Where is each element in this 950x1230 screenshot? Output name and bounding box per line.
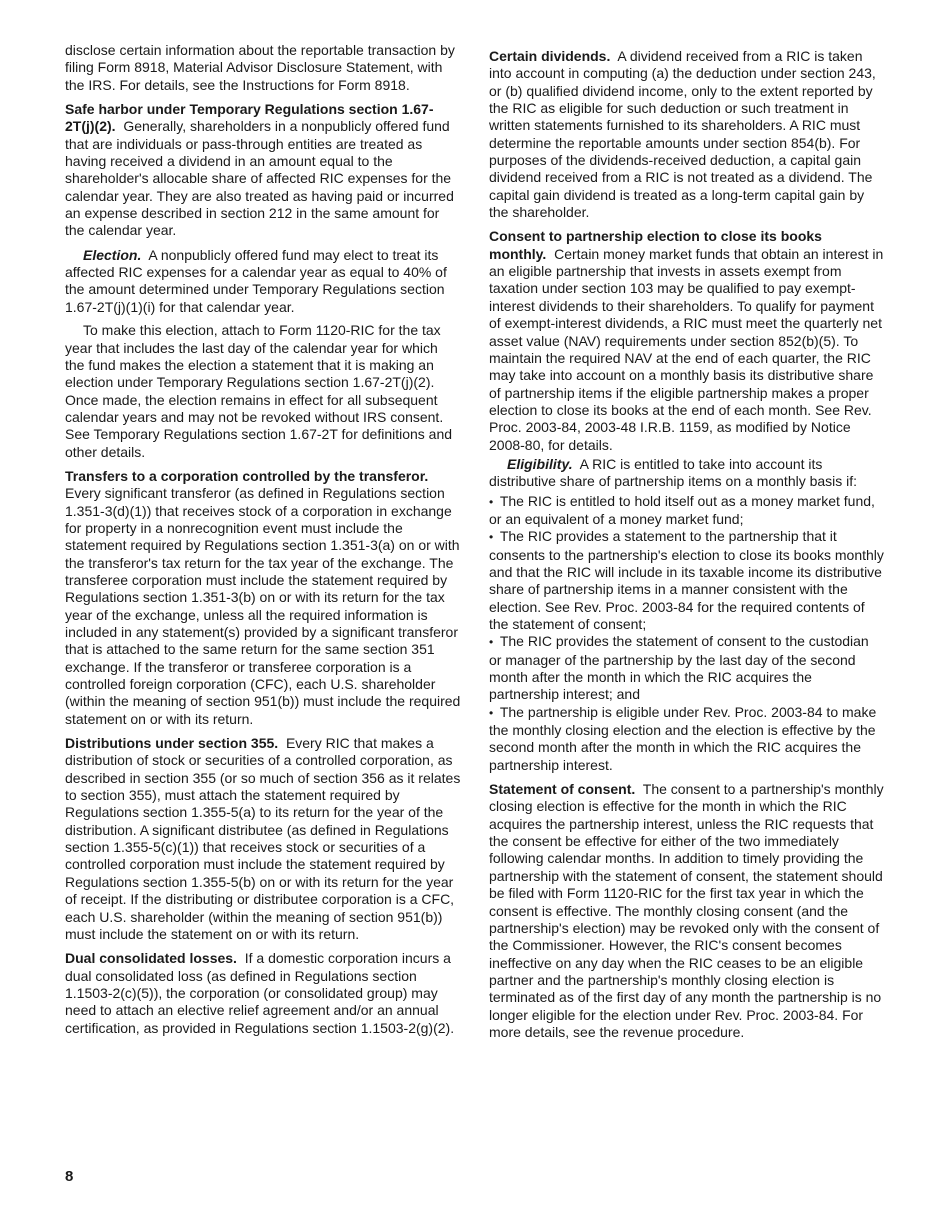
bullet-icon: • [489,494,494,509]
dividends-heading: Certain dividends. [489,48,611,64]
bullet-icon: • [489,530,494,545]
dual-paragraph [65,950,461,1037]
election-heading: Election. [83,246,142,263]
statement-heading: Statement of consent. [489,781,636,798]
distributions-paragraph [65,735,461,943]
election-paragraph-2: To make this election, attach to Form 1120-RIC for the tax year that includes the last day of the calendar year for which the fund makes the election a statement that it is making an election under Temporary Regulations section 1.67-2T(j)(2). Once made, the election remains in effect for all subsequent calendar years and may not be revoked without IRS consent. See Temporary Regulations section 1.67-2T for definitions and other details. [65,322,453,460]
transfers-paragraph [65,468,461,728]
election-paragraph [65,247,461,316]
distributions-heading: Distributions under section 355. [65,735,279,752]
left-column [65,42,461,1044]
right-column [489,48,885,1048]
transfers-text: Every significant transferor (as defined in Regulations section 1.351-3(d)(1)) that receives stock of a corporation in exchange for property in a nonrecognition event must include the statement required by Regulations section 1.351-3(a) on or with the transferor's tax return for the tax year of the exchange. The transferee corporation must include the statement required by Regulations section 1.351-3(b) on or with its return for the tax year of the exchange, unless all the required information is included in any statement(s) provided by a significant transferor that is attached to the same return for the same section 351 exchange. If the transferor or transferee corporation is a controlled foreign corporation (CFC), each U.S. shareholder (within the meaning of section 951(b)) must include the required statement on or with its return. [65,485,461,727]
eligibility-text: A RIC is entitled to take into account its distributive share of partnership items on a monthly basis if: [489,455,858,490]
dividends-text: A dividend received from a RIC is taken into account in computing (a) the deduction under section 243, or (b) qualified dividend income, only to the extent reported by the RIC as eligible for such deduction or such treatment in written statements furnished to its shareholders. A RIC must determine the reportable amounts under section 854(b). For purposes of the dividends-received deduction, a capital gain dividend received from a RIC is not treated as a dividend. The capital gain dividend is treated as a long-term capital gain by the shareholder. [489,48,876,221]
list-item: • The RIC provides a statement to the partnership that it consents to the partnership's election to close its books monthly and that the RIC will include in its taxable income its distributive share of partnership items in a manner consistent with the election. See Rev. Proc. 2003-84 for the required contents of the statement of consent; [489,528,884,632]
list-item: • The RIC is entitled to hold itself out as a money market fund, or an equivalent of a money market fund; [489,492,875,527]
eligibility-paragraph [489,456,885,491]
statement-text: The consent to a partnership's monthly closing election is effective for the month in which the RIC acquires the partnership interest, unless the RIC requests that the consent be effective for either of the two immediately following calendar months. In addition to timely providing the partnership with the statement of consent, the statement should be filed with Form 1120-RIC for the first tax year in which the consent is effective. The monthly closing consent (and the partnership's election) may be revoked only with the consent of the Commissioner. However, the RIC's consent becomes ineffective on any day when the RIC ceases to be an eligible partner and the partnership's monthly closing election is terminated as of the first day of any month the partnership is no longer eligible for the election under Rev. Proc. 2003-84. For more details, see the revenue procedure. [489,781,884,1040]
bullet-icon: • [489,705,494,720]
safe-harbor-text: Generally, shareholders in a nonpublicly offered fund that are individuals or pass-through entities are treated as having received a dividend in an amount equal to the shareholder's allocable share of affected RIC expenses for the calendar year. They are also treated as having paid or incurred an expense described in section 212 in the same amount for the calendar year. [65,118,454,239]
intro-paragraph: disclose certain information about the reportable transaction by filing Form 8918, Material Advisor Disclosure Statement, with the IRS. For details, see the Instructions for Form 8918. [65,42,455,93]
consent-paragraph [489,228,885,453]
safe-harbor-paragraph [65,101,461,240]
dual-heading: Dual consolidated losses. [65,950,237,967]
bullet-icon: • [489,635,494,650]
statement-paragraph [489,781,885,1041]
eligibility-heading: Eligibility. [507,455,573,472]
dividends-paragraph [489,48,885,221]
eligibility-bullet-list [489,493,885,775]
distributions-text: Every RIC that makes a distribution of stock or securities of a controlled corporation, as described in section 355 (or so much of section 356 as it relates to section 355), must attach the statement required by Regulations section 1.355-5(a) to its return for the year of the distribution. A significant distributee (as defined in Regulations section 1.355-5(c)(1)) that receives stock or securities of a controlled corporation must include the statement required by Regulations section 1.355-5(b) on or with its return for the year of receipt. If the distributing or distributee corporation is a CFC, each U.S. shareholder (within the meaning of section 951(b)) must include the statement on or with its return. [65,735,461,942]
consent-heading: Consent to partnership election to close its books monthly. [489,228,822,262]
list-item: • The RIC provides the statement of consent to the custodian or manager of the partnership by the last day of the second month after the month in which the RIC acquires the partnership interest; and [489,633,869,703]
consent-text: Certain money market funds that obtain an interest in an eligible partnership that invests in assets exempt from taxation under section 103 may be qualified to pay exempt-interest dividends to their shareholders. To qualify for payment of exempt-interest dividends, a RIC must meet the quarterly net asset value (NAV) requirements under section 852(b)(5). To maintain the required NAV at the end of each quarter, the RIC may take into account on a monthly basis its distributive share of partnership items if the eligible partnership makes a proper election to close its books at the end of each month. See Rev. Proc. 2003-84, 2003-48 I.R.B. 1159, as modified by Notice 2008-80, for details. [489,245,884,453]
page-number: 8 [65,1168,74,1185]
dual-text: If a domestic corporation incurs a dual consolidated loss (as defined in Regulations section 1.1503-2(c)(5)), the corporation (or consolidated group) may need to attach an elective relief agreement and/or an annual certification, as provided in Regulations section 1.1503-2(g)(2). [65,950,455,1036]
transfers-heading: Transfers to a corporation controlled by the transferor. [65,467,429,484]
election-text: A nonpublicly offered fund may elect to treat its affected RIC expenses for a calendar year as equal to 40% of the amount determined under Temporary Regulations section 1.67-2T(j)(1)(i) for that calendar year. [65,246,447,315]
safe-harbor-heading: Safe harbor under Temporary Regulations section 1.67-2T(j)(2). [65,101,434,135]
list-item: • The partnership is eligible under Rev. Proc. 2003-84 to make the monthly closing election and the election is effective by the second month after the month in which the RIC acquires the partnership interest. [489,703,877,773]
